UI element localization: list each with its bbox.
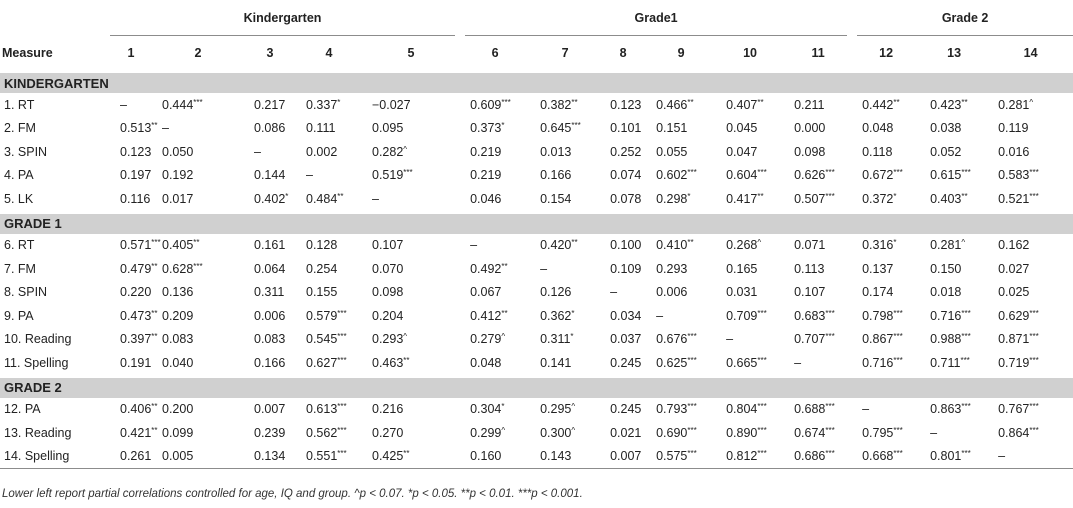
column-header: 11 xyxy=(811,46,825,60)
table-cell: 0.150 xyxy=(930,261,962,276)
section-title: GRADE 2 xyxy=(0,376,1073,398)
table-cell: 0.018 xyxy=(930,285,962,300)
table-row xyxy=(0,351,1073,376)
table-cell: 0.674*** xyxy=(794,425,835,440)
group-header-grade1: Grade1 xyxy=(460,0,852,36)
table-cell: 0.299^ xyxy=(470,425,506,440)
table-cell: 0.151 xyxy=(656,121,688,136)
table-cell: 0.268^ xyxy=(726,238,762,253)
table-cell: 0.111 xyxy=(306,121,336,136)
table-cell: 0.293^ xyxy=(372,332,408,347)
table-cell: 0.672*** xyxy=(862,168,903,183)
table-cell: 0.688*** xyxy=(794,402,835,417)
table-cell: 0.279^ xyxy=(470,332,506,347)
column-header: 1 xyxy=(127,46,135,60)
table-cell: 0.420** xyxy=(540,238,578,253)
group-header-row xyxy=(0,0,1073,36)
table-cell: – xyxy=(794,355,802,370)
table-cell: 0.002 xyxy=(306,144,338,159)
table-cell: 0.683*** xyxy=(794,308,835,323)
section-header-row xyxy=(0,72,1073,94)
table-cell: 0.107 xyxy=(372,238,404,253)
table-cell: 0.006 xyxy=(656,285,688,300)
section-title: GRADE 1 xyxy=(0,212,1073,234)
table-cell: 0.123 xyxy=(610,97,642,112)
table-cell: 0.055 xyxy=(656,144,688,159)
table-cell: 0.545*** xyxy=(306,332,347,347)
table-cell: 0.144 xyxy=(254,168,286,183)
table-cell: 0.798*** xyxy=(862,308,903,323)
table-cell: 0.052 xyxy=(930,144,962,159)
table-cell: 0.027 xyxy=(998,261,1030,276)
table-cell: 0.397** xyxy=(120,332,158,347)
table-cell: 0.017 xyxy=(162,191,194,206)
row-label: 4. PA xyxy=(4,168,34,183)
column-header: 7 xyxy=(561,46,569,60)
table-cell: 0.005 xyxy=(152,445,244,469)
table-cell: 0.295^ xyxy=(540,402,576,417)
table-cell: 0.192 xyxy=(162,168,194,183)
table-row xyxy=(0,93,1073,117)
table-cell: 0.245 xyxy=(610,355,642,370)
table-cell: 0.417** xyxy=(726,191,764,206)
table-cell: 0.521*** xyxy=(998,191,1039,206)
table-cell: 0.613*** xyxy=(306,402,347,417)
row-label: 7. FM xyxy=(4,261,36,276)
table-cell: – xyxy=(656,308,664,323)
table-cell: 0.988*** xyxy=(930,332,971,347)
table-cell: 0.191 xyxy=(120,355,152,370)
column-header-row xyxy=(0,36,1073,72)
group-header-grade2: Grade 2 xyxy=(852,0,1073,36)
column-header: 3 xyxy=(266,46,274,60)
table-cell: 0.403** xyxy=(930,191,968,206)
table-cell: 0.571*** xyxy=(120,238,161,253)
table-cell: 0.136 xyxy=(162,285,194,300)
table-cell: 0.100 xyxy=(610,238,642,253)
table-cell: 0.038 xyxy=(930,121,962,136)
table-body xyxy=(0,72,1073,469)
table-cell: 0.048 xyxy=(862,121,894,136)
table-cell: 0.197 xyxy=(120,168,152,183)
table-cell: – xyxy=(120,97,127,112)
table-cell: 0.134 xyxy=(244,445,296,469)
row-label: 11. Spelling xyxy=(4,355,69,370)
table-cell: 0.716*** xyxy=(930,308,971,323)
row-label: 14. Spelling xyxy=(0,445,110,469)
table-cell: 0.211 xyxy=(794,97,825,112)
table-cell: 0.119 xyxy=(998,121,1029,136)
table-cell: 0.519*** xyxy=(372,168,413,183)
table-cell: 0.507*** xyxy=(794,191,835,206)
table-row xyxy=(0,281,1073,305)
row-label: 3. SPIN xyxy=(4,144,48,159)
table-cell: 0.007 xyxy=(600,445,646,469)
table-cell: 0.098 xyxy=(372,285,404,300)
table-cell: 0.466** xyxy=(656,97,694,112)
table-cell: 0.804*** xyxy=(726,402,767,417)
table-cell: 0.711*** xyxy=(930,355,970,370)
table-row xyxy=(0,304,1073,328)
table-cell: 0.261 xyxy=(110,445,152,469)
table-row xyxy=(0,257,1073,281)
table-cell: 0.615*** xyxy=(930,168,971,183)
table-cell: 0.629*** xyxy=(998,308,1039,323)
column-header: 2 xyxy=(194,46,202,60)
table-cell: 0.034 xyxy=(610,308,642,323)
table-cell: 0.304* xyxy=(470,402,505,417)
table-cell: 0.562*** xyxy=(306,425,347,440)
table-cell: 0.311 xyxy=(254,285,285,300)
table-cell: 0.626*** xyxy=(794,168,835,183)
table-cell: – xyxy=(254,144,261,159)
table-cell: 0.046 xyxy=(470,191,502,206)
table-cell: 0.423** xyxy=(930,97,968,112)
table-cell: 0.021 xyxy=(610,425,642,440)
row-label: 2. FM xyxy=(4,121,36,136)
table-cell: 0.627*** xyxy=(306,355,347,370)
table-cell: 0.070 xyxy=(372,261,404,276)
table-cell: 0.767*** xyxy=(998,402,1039,417)
row-label: 13. Reading xyxy=(4,425,72,440)
table-cell: 0.118 xyxy=(862,144,893,159)
table-cell: 0.101 xyxy=(610,121,642,136)
table-cell: 0.007 xyxy=(254,402,286,417)
row-label: 10. Reading xyxy=(4,332,72,347)
table-cell: 0.219 xyxy=(470,168,502,183)
table-cell: 0.209 xyxy=(162,308,194,323)
table-cell: 0.219 xyxy=(470,144,502,159)
table-cell: – xyxy=(988,445,1073,469)
table-cell: 0.083 xyxy=(254,332,286,347)
table-cell: 0.444*** xyxy=(162,97,203,112)
table-row xyxy=(0,398,1073,422)
table-cell: 0.006 xyxy=(254,308,286,323)
column-header: 13 xyxy=(947,46,962,60)
table-cell: 0.890*** xyxy=(726,425,767,440)
table-cell: 0.473** xyxy=(120,308,158,323)
table-cell: 0.071 xyxy=(794,238,826,253)
table-cell: 0.686*** xyxy=(784,445,852,469)
table-cell: 0.155 xyxy=(306,285,338,300)
table-cell: 0.252 xyxy=(610,144,642,159)
section-header-row xyxy=(0,212,1073,234)
table-cell: 0.174 xyxy=(862,285,894,300)
table-cell: 0.025 xyxy=(998,285,1030,300)
table-cell: 0.579*** xyxy=(306,308,347,323)
column-header: 6 xyxy=(491,46,499,60)
table-cell: 0.645*** xyxy=(540,121,581,136)
table-cell: 0.040 xyxy=(162,355,194,370)
table-cell: 0.204 xyxy=(372,308,404,323)
table-cell: 0.583*** xyxy=(998,168,1039,183)
row-label: 5. LK xyxy=(4,191,34,206)
table-cell: 0.676*** xyxy=(656,332,697,347)
table-cell: 0.161 xyxy=(254,238,286,253)
table-cell: 0.407** xyxy=(726,97,764,112)
table-cell: 0.270 xyxy=(372,425,404,440)
table-cell: −0.027 xyxy=(372,97,411,112)
table-cell: 0.442** xyxy=(862,97,900,112)
table-cell: 0.074 xyxy=(610,168,642,183)
table-cell: 0.492** xyxy=(470,261,508,276)
table-cell: 0.463** xyxy=(372,355,410,370)
table-cell: 0.793*** xyxy=(656,402,697,417)
table-cell: 0.406** xyxy=(120,402,158,417)
column-header: 4 xyxy=(325,46,333,60)
table-cell: – xyxy=(540,261,548,276)
table-cell: – xyxy=(306,168,313,183)
table-cell: – xyxy=(162,121,169,136)
table-cell: 0.625*** xyxy=(656,355,697,370)
group-header-kindergarten: Kindergarten xyxy=(110,0,460,36)
table-cell: 0.421** xyxy=(120,425,158,440)
table-cell: 0.609*** xyxy=(470,97,511,112)
column-header: 9 xyxy=(677,46,685,60)
table-cell: 0.166 xyxy=(254,355,286,370)
column-header: 12 xyxy=(879,46,894,60)
table-cell: – xyxy=(930,425,938,440)
table-cell: 0.141 xyxy=(540,355,572,370)
table-cell: 0.484** xyxy=(306,191,344,206)
table-cell: – xyxy=(862,402,870,417)
table-cell: – xyxy=(470,238,478,253)
table-cell: 0.216 xyxy=(372,402,404,417)
table-cell: 0.037 xyxy=(610,332,642,347)
table-cell: 0.300^ xyxy=(540,425,576,440)
table-cell: 0.095 xyxy=(372,121,404,136)
table-cell: 0.665*** xyxy=(726,355,767,370)
table-cell: 0.801*** xyxy=(920,445,988,469)
table-cell: 0.109 xyxy=(610,261,642,276)
table-cell: 0.362* xyxy=(540,308,575,323)
table-cell: 0.000 xyxy=(794,121,826,136)
table-cell: 0.107 xyxy=(794,285,826,300)
table-row xyxy=(0,140,1073,164)
table-cell: 0.690*** xyxy=(656,425,697,440)
table-cell: 0.707*** xyxy=(794,332,835,347)
table-cell: 0.154 xyxy=(540,191,572,206)
table-cell: 0.160 xyxy=(460,445,530,469)
table-cell: 0.795*** xyxy=(862,425,903,440)
table-cell: 0.719*** xyxy=(998,355,1039,370)
table-cell: 0.162 xyxy=(998,238,1030,253)
table-cell: 0.128 xyxy=(306,238,338,253)
table-cell: 0.412** xyxy=(470,308,508,323)
table-cell: – xyxy=(726,332,734,347)
table-cell: 0.298* xyxy=(656,191,691,206)
table-cell: 0.137 xyxy=(862,261,894,276)
table-row xyxy=(0,445,1073,469)
row-label: 9. PA xyxy=(4,308,34,323)
table-cell: 0.143 xyxy=(530,445,600,469)
table-cell: 0.382** xyxy=(540,97,578,112)
table-cell: 0.098 xyxy=(794,144,826,159)
table-cell: 0.078 xyxy=(610,191,642,206)
table-cell: 0.064 xyxy=(254,261,286,276)
table-cell: 0.709*** xyxy=(726,308,767,323)
measure-column-header: Measure xyxy=(2,45,53,60)
table-cell: 0.050 xyxy=(162,144,194,159)
section-header-row xyxy=(0,376,1073,398)
table-cell: 0.217 xyxy=(254,97,286,112)
table-cell: 0.405** xyxy=(162,238,200,253)
table-cell: 0.099 xyxy=(162,425,194,440)
table-cell: 0.812*** xyxy=(716,445,784,469)
table-cell: 0.254 xyxy=(306,261,338,276)
table-cell: 0.200 xyxy=(162,402,194,417)
table-row xyxy=(0,164,1073,188)
table-cell: 0.864*** xyxy=(998,425,1039,440)
table-cell: 0.311* xyxy=(540,332,574,347)
row-label: 8. SPIN xyxy=(4,285,48,300)
table-cell: 0.372* xyxy=(862,191,897,206)
table-cell: 0.282^ xyxy=(372,144,408,159)
table-cell: 0.575*** xyxy=(646,445,716,469)
table-cell: 0.373* xyxy=(470,121,505,136)
table-row xyxy=(0,117,1073,141)
table-cell: 0.123 xyxy=(120,144,152,159)
table-footnote: Lower left report partial correlations controlled for age, IQ and group. ^p < 0.07. *p < 0.05. **p < 0.01. ***p < 0.001. xyxy=(2,488,583,500)
table-row xyxy=(0,328,1073,352)
table-cell: 0.048 xyxy=(470,355,502,370)
table-cell: 0.166 xyxy=(540,168,572,183)
column-header: 8 xyxy=(619,46,627,60)
table-cell: 0.067 xyxy=(470,285,502,300)
table-row xyxy=(0,187,1073,212)
table-cell: 0.316* xyxy=(862,238,897,253)
table-cell: 0.045 xyxy=(726,121,758,136)
row-label: 6. RT xyxy=(4,238,35,253)
table-cell: 0.165 xyxy=(726,261,758,276)
table-cell: 0.479** xyxy=(120,261,158,276)
table-cell: 0.245 xyxy=(610,402,642,417)
table-row xyxy=(0,421,1073,445)
column-header: 5 xyxy=(407,46,415,60)
table-cell: 0.086 xyxy=(254,121,286,136)
table-cell: 0.239 xyxy=(254,425,286,440)
table-cell: 0.337* xyxy=(306,97,341,112)
table-cell: 0.031 xyxy=(726,285,758,300)
table-cell: 0.410** xyxy=(656,238,694,253)
table-cell: 0.551*** xyxy=(296,445,362,469)
table-cell: 0.716*** xyxy=(862,355,903,370)
table-cell: 0.013 xyxy=(540,144,572,159)
table-cell: 0.871*** xyxy=(998,332,1039,347)
table-row xyxy=(0,234,1073,258)
table-cell: 0.281^ xyxy=(930,238,966,253)
table-cell: 0.293 xyxy=(656,261,688,276)
table-cell: 0.628*** xyxy=(162,261,203,276)
table-cell: – xyxy=(610,285,618,300)
row-label: 12. PA xyxy=(4,402,41,417)
section-title: KINDERGARTEN xyxy=(0,72,1073,94)
table-cell: – xyxy=(372,191,379,206)
table-cell: 0.220 xyxy=(120,285,152,300)
table-cell: 0.113 xyxy=(794,261,825,276)
table-cell: 0.402* xyxy=(254,191,289,206)
table-cell: 0.126 xyxy=(540,285,572,300)
table-cell: 0.668*** xyxy=(852,445,920,469)
column-header: 10 xyxy=(743,46,758,60)
table-cell: 0.602*** xyxy=(656,168,697,183)
table-cell: 0.281^ xyxy=(998,97,1034,112)
table-cell: 0.604*** xyxy=(726,168,767,183)
row-label: 1. RT xyxy=(4,97,35,112)
table-cell: 0.513** xyxy=(120,121,158,136)
column-header: 14 xyxy=(1023,46,1038,60)
table-cell: 0.083 xyxy=(162,332,194,347)
table-cell: 0.425** xyxy=(362,445,460,469)
table-cell: 0.867*** xyxy=(862,332,903,347)
table-cell: 0.863*** xyxy=(930,402,971,417)
table-cell: 0.047 xyxy=(726,144,758,159)
table-cell: 0.016 xyxy=(998,144,1030,159)
table-cell: 0.116 xyxy=(120,191,151,206)
